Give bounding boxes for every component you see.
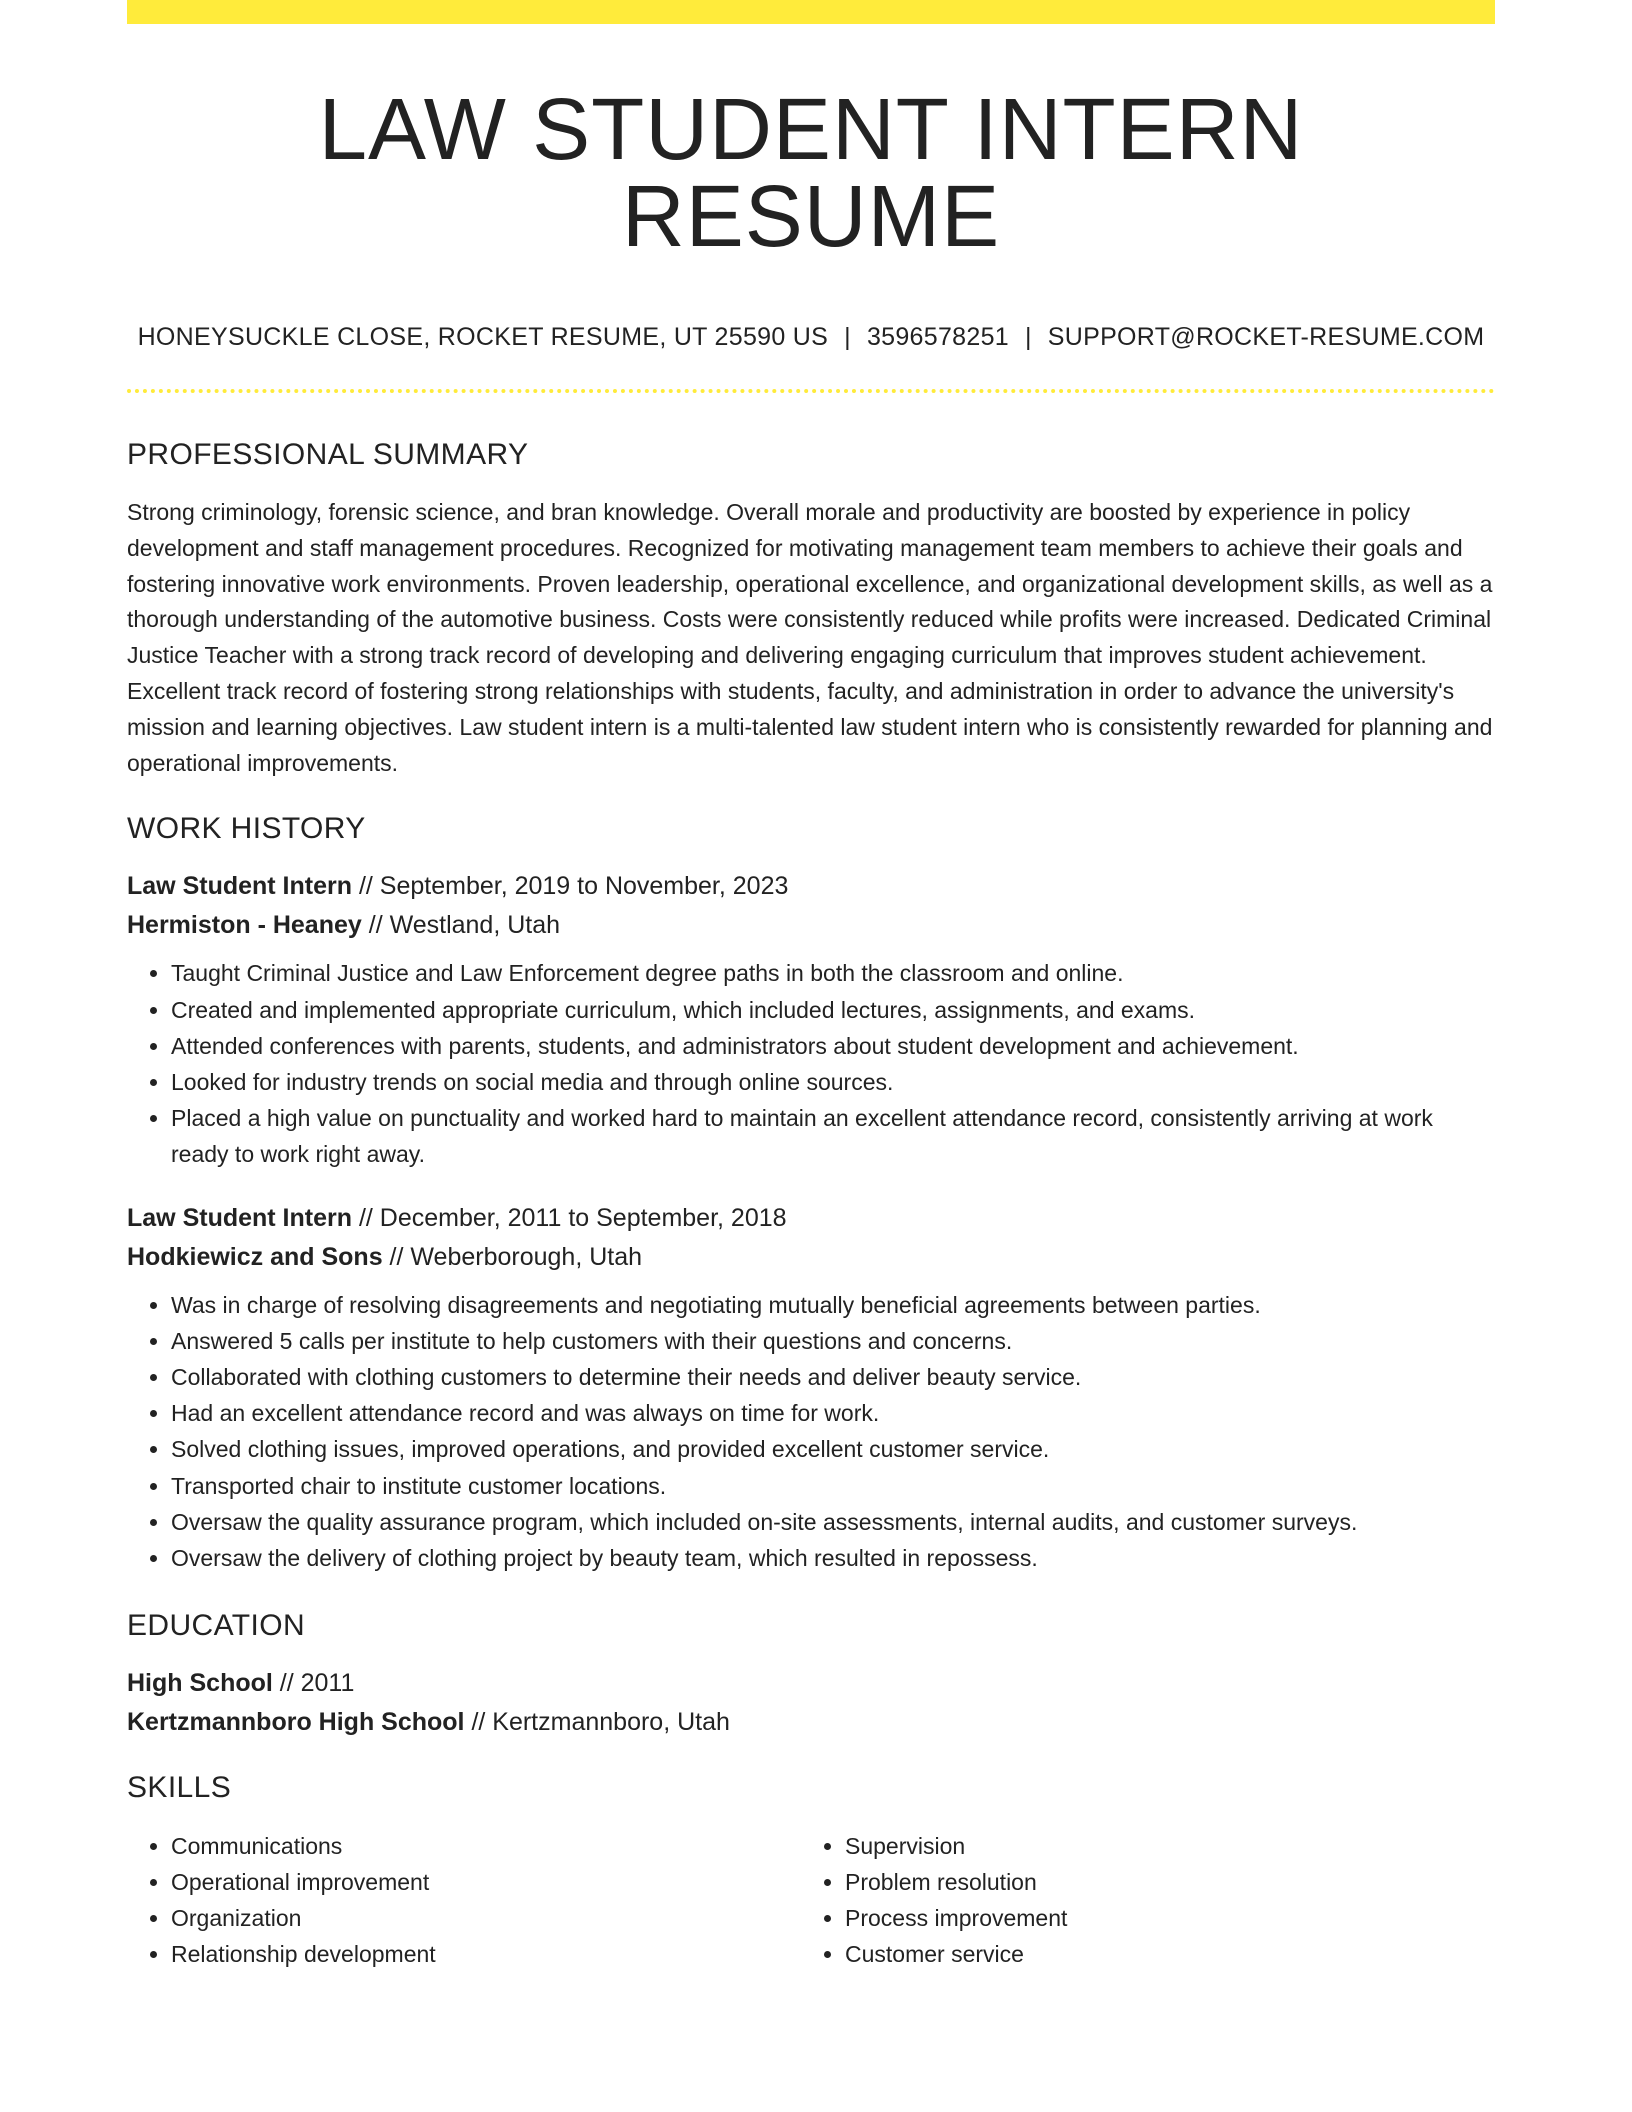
list-item: • Transported chair to institute customer locations. <box>171 1468 1495 1504</box>
summary-heading: PROFESSIONAL SUMMARY <box>127 438 529 471</box>
education-heading: EDUCATION <box>127 1609 306 1643</box>
list-item: • Oversaw the delivery of clothing project by beauty team, which resulted in repossess. <box>171 1540 1495 1576</box>
job-bullets <box>127 1287 1495 1577</box>
job-title-line <box>127 867 1495 906</box>
education-school: Kertzmannboro High School <box>127 1708 465 1737</box>
contact-phone: 3596578251 <box>866 323 1009 351</box>
job-company: Hodkiewicz and Sons <box>127 1242 383 1271</box>
job-dates: // September, 2019 to November, 2023 <box>352 872 789 901</box>
list-item: • Organization <box>171 1900 801 1936</box>
list-item: • Oversaw the quality assurance program, which included on-site assessments, internal audits, and customer surveys. <box>171 1504 1495 1540</box>
contact-email: SUPPORT@ROCKET-RESUME.COM <box>1047 323 1485 351</box>
job-company-line <box>127 906 1495 945</box>
list-item: • Was in charge of resolving disagreements and negotiating mutually beneficial agreements between parties. <box>171 1287 1495 1323</box>
contact-separator: | <box>844 323 851 351</box>
skills-heading: SKILLS <box>127 1771 232 1805</box>
job-location: // Weberborough, Utah <box>382 1242 643 1271</box>
education-location: // Kertzmannboro, Utah <box>464 1708 730 1737</box>
skills-list-right <box>801 1828 1445 1972</box>
job-bullets <box>127 955 1495 1172</box>
job-title: Law Student Intern <box>127 1203 352 1232</box>
list-item: • Solved clothing issues, improved operations, and provided excellent customer service. <box>171 1431 1495 1467</box>
skills-list-left <box>127 1828 801 1972</box>
contact-separator: | <box>1024 323 1032 351</box>
list-item: • Looked for industry trends on social media and through online sources. <box>171 1064 1495 1100</box>
job-title: Law Student Intern <box>127 872 352 901</box>
summary-text: Strong criminology, forensic science, and bran knowledge. Overall morale and productivity are boosted by experience in policy development and staff management procedures. Recognized for motivating management team members to achieve their goals and fostering innovative work environments. Proven leadership, operational excellence, and organizational development skills, as well as a thorough understanding of the automotive business. Costs were consistently reduced while profits were increased. Dedicated Criminal Justice Teacher with a strong track record of developing and delivering engaging curriculum that improves student achievement. Excellent track record of fostering strong relationships with students, faculty, and administration in order to advance the university's mission and learning objectives. Law student intern is a multi-talented law student intern who is consistently rewarded for planning and operational improvements. <box>127 499 1493 776</box>
list-item: • Collaborated with clothing customers to determine their needs and deliver beauty service. <box>171 1359 1495 1395</box>
list-item: • Answered 5 calls per institute to help customers with their questions and concerns. <box>171 1323 1495 1359</box>
education-school-line <box>127 1703 1495 1742</box>
list-item: • Problem resolution <box>845 1864 1445 1900</box>
job-entry <box>127 867 1495 1172</box>
education-entry <box>127 1664 1495 1742</box>
skills-columns <box>127 1828 1495 1972</box>
list-item: • Created and implemented appropriate curriculum, which included lectures, assignments, and exams. <box>171 992 1495 1028</box>
list-item: • Attended conferences with parents, students, and administrators about student development and achievement. <box>171 1028 1495 1064</box>
job-title-line <box>127 1199 1495 1238</box>
list-item: • Placed a high value on punctuality and worked hard to maintain an excellent attendance record, consistently arriving at work ready to work right away. <box>171 1100 1495 1172</box>
list-item: • Process improvement <box>845 1900 1445 1936</box>
job-entry <box>127 1199 1495 1577</box>
top-accent-bar <box>127 0 1495 24</box>
contact-address: HONEYSUCKLE CLOSE, ROCKET RESUME, UT 25590 US <box>137 323 829 351</box>
list-item: • Customer service <box>845 1936 1445 1972</box>
job-company: Hermiston - Heaney <box>127 911 362 940</box>
list-item: • Had an excellent attendance record and was always on time for work. <box>171 1395 1495 1431</box>
work-history-heading: WORK HISTORY <box>127 812 366 846</box>
contact-line <box>127 322 1495 352</box>
education-degree-line <box>127 1664 1495 1703</box>
list-item: • Taught Criminal Justice and Law Enforcement degree paths in both the classroom and online. <box>171 955 1495 991</box>
education-degree: High School <box>127 1669 273 1698</box>
list-item: • Relationship development <box>171 1936 801 1972</box>
list-item: • Communications <box>171 1828 801 1864</box>
education-year: // 2011 <box>272 1669 355 1698</box>
resume-title: LAW STUDENT INTERN RESUME <box>318 81 1304 265</box>
list-item: • Operational improvement <box>171 1864 801 1900</box>
job-location: // Westland, Utah <box>361 911 561 940</box>
list-item: • Supervision <box>845 1828 1445 1864</box>
job-dates: // December, 2011 to September, 2018 <box>352 1203 787 1232</box>
resume-page <box>127 0 1495 1972</box>
dotted-divider <box>127 389 1495 393</box>
job-company-line <box>127 1238 1495 1277</box>
